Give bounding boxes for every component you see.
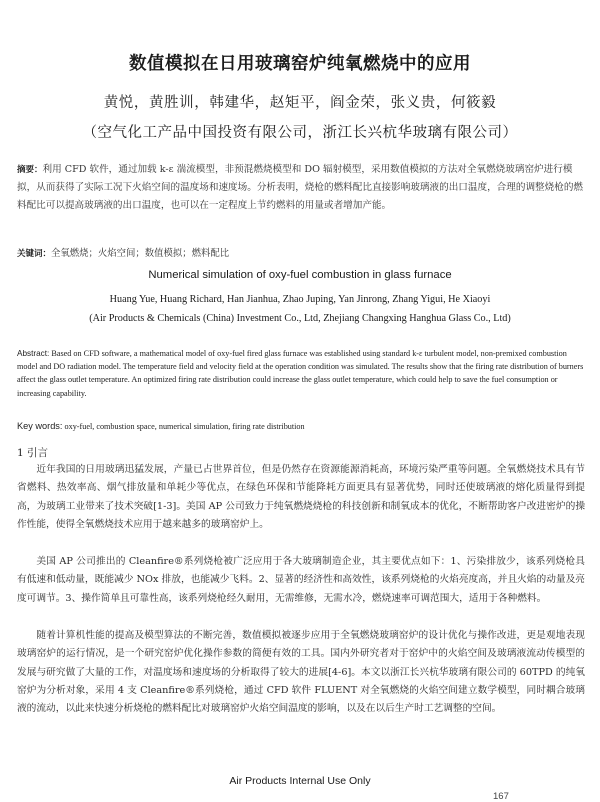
english-keywords-text: oxy-fuel, combustion space, numerical simulation, firing rate distribution (64, 422, 305, 431)
english-abstract-text: Based on CFD software, a mathematical model of oxy-fuel fired glass furnace was established using standard k-ε turbulent model, non-premixed combustion model and DO radiation model. The temperature field and velocity field at the operation condition was simulated. The results show that the firing rate distribution of burners affect the glass outlet temperature. An optimized firing rate distribution could increase the glass outlet temperature, which could help to save the fuel consumption or increasing capability. (17, 349, 584, 398)
english-authors: Huang Yue, Huang Richard, Han Jianhua, Zhao Juping, Yan Jinrong, Zhang Yigui, He Xiaoyi (109, 294, 491, 305)
english-keywords-label: Key words: (17, 421, 63, 431)
body-paragraph-1: 近年我国的日用玻璃迅猛发展，产量已占世界首位，但是仍然存在资源能源消耗高，环境污染严重等问题。全氧燃烧技术具有节省燃料、热效率高、烟气排放量和单耗少等优点，在绿色环保和节能降耗方面更具有显著优势，同时还使玻璃液的熔化质量得到提高，为玻璃工业带来了技术突破[1-3]。美国 AP 公司致力于纯氧燃烧烧枪的科技创新和制氧成本的优化，不断帮助客户改进密炉的操作性能，使得全氧燃烧技术应用于越来越多的玻璃窑炉上。 (17, 464, 585, 530)
english-title: Numerical simulation of oxy-fuel combustion in glass furnace (148, 269, 452, 281)
chinese-keywords-text: 全氧燃烧；火焰空间；数值模拟；燃料配比 (51, 248, 230, 259)
chinese-authors: 黄悦，黄胜训，韩建华，赵矩平，阎金荣，张义贵，何筱毅 (103, 95, 497, 111)
chinese-title: 数值模拟在日用玻璃窑炉纯氧燃烧中的应用 (129, 54, 471, 74)
section-heading-introduction: 1 引言 (17, 447, 49, 459)
english-keywords (17, 421, 585, 431)
english-abstract-label: Abstract: (17, 349, 50, 358)
page-number: 167 (493, 791, 509, 802)
chinese-keywords-label: 关键词： (17, 249, 52, 259)
chinese-affiliation: （空气化工产品中国投资有限公司，浙江长兴杭华玻璃有限公司） (82, 125, 518, 141)
footer-notice: Air Products Internal Use Only (229, 775, 371, 787)
chinese-abstract (17, 161, 585, 215)
chinese-abstract-label: 摘要： (17, 165, 43, 175)
english-abstract (17, 347, 585, 400)
chinese-keywords (17, 245, 585, 259)
body-paragraph-3: 随着计算机性能的提高及模型算法的不断完善，数值模拟被逐步应用于全氧燃烧玻璃窑炉的设计优化与操作改进，更是观地表现玻璃窑炉的运行情况，是一个研究窑炉优化操作参数的简便有效的工具。国内外研究者对于窑炉中的火焰空间及玻璃液流动传模型的发展与研究做了大量的工作，对温度场和速度场的分析取得了较大的进展[4-6]。本文以浙江长兴杭华玻璃有限公司的 60TPD 的纯氧窑炉为分析对象，采用 4 支 Cleanfire®系列烧枪，通过 CFD 软件 FLUENT 对全氧燃烧的火焰空间建立数学模型，同时耦合玻璃液的流动，以此来快速分析烧枪的燃料配比对玻璃窑炉火焰空间温度的影响，以及在以后生产时工艺调整的空间。 (17, 630, 585, 715)
chinese-abstract-text: 利用 CFD 软件，通过加载 k-ε 湍流模型，非预混燃烧模型和 DO 辐射模型，采用数值模拟的方法对全氧燃烧玻璃窑炉进行模拟，从而获得了实际工况下火焰空间的温度场和速度场。分析表明，烧枪的燃料配比直接影响玻璃液的出口温度，合理的调整烧枪的燃料配比可以提高玻璃液的出口温度，也可以在一定程度上节约燃料的用量或者增加产能。 (17, 164, 584, 211)
body-paragraph-2: 美国 AP 公司推出的 Cleanfire®系列烧枪被广泛应用于各大玻璃制造企业，其主要优点如下：1、污染排放少，该系列烧枪具有低速和低动量，既能减少 NOx 排放，也能减少飞料。2、显著的经济性和高效性，该系列烧枪的火焰亮度高，并且火焰的动量及亮度可调节。3、操作简单且可靠性高，该系列烧枪经久耐用，无需维修，无需水冷，燃烧速率可调范围大，适用于各种燃料。 (17, 556, 585, 604)
english-affiliation: (Air Products & Chemicals (China) Investment Co., Ltd, Zhejiang Changxing Hanghua Glass Co., Ltd) (89, 313, 511, 324)
